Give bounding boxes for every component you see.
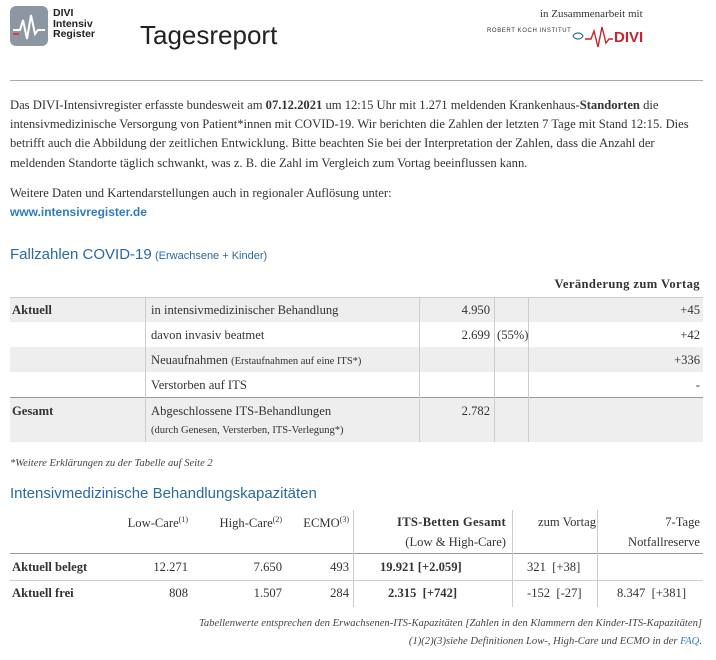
cases-col-line-1 (145, 297, 146, 442)
cases-footnote: *Weitere Erklärungen zu der Tabelle auf Seite 2 (10, 458, 213, 469)
logo-line-2: Intensiv (53, 17, 93, 30)
row-label-intensive: in intensivmedizinischer Behandlung (151, 303, 339, 317)
cases-subtitle: (Erwachsene + Kinder) (154, 250, 268, 262)
report-date: 07.12.2021 (265, 98, 323, 112)
cases-group-line (10, 397, 703, 398)
capacity-note-2-text: (1)(2)(3)siehe Definitionen Low-, High-Care und ECMO in der (408, 636, 681, 647)
cases-col-line-4 (528, 297, 529, 442)
row-free-label: Aktuell frei (12, 586, 74, 600)
free-reserve: 8.347 [+381] (617, 586, 687, 600)
capacity-col-line-2 (512, 510, 513, 607)
intro-text-a: Das DIVI-Intensivregister erfasste bundesweit am (10, 98, 266, 112)
admissions-label: Neuaufnahmen (151, 353, 228, 367)
more-data-text: Weitere Daten und Kartendarstellungen auch in regionaler Auflösung unter: (10, 186, 392, 200)
header-high-care-sup: (2) (272, 515, 282, 524)
logo-text (53, 8, 95, 40)
header-low-care (128, 515, 188, 531)
free-high: 1.507 (253, 586, 282, 600)
occupied-total: 19.921 [+2.059] (380, 560, 462, 574)
row-shade-5 (10, 398, 703, 442)
header-low-care-sup: (1) (178, 515, 188, 524)
change-ventilated: +42 (680, 328, 700, 342)
header-prev-day: zum Vortag (538, 515, 596, 529)
cases-top-line (10, 297, 703, 298)
intro-text-b: um 12:15 Uhr mit 1.271 meldenden Krankenhaus- (322, 98, 580, 112)
group-aktuell: Aktuell (12, 303, 52, 317)
change-deceased: - (695, 378, 700, 392)
free-total: 2.315 [+742] (388, 586, 458, 600)
capacity-col-line-1 (353, 510, 354, 607)
header-reserve-2: Notfallreserve (627, 535, 700, 549)
occupied-low: 12.271 (153, 560, 188, 574)
capacity-col-line-3 (597, 510, 598, 607)
pct-ventilated: (55%) (497, 328, 529, 342)
group-gesamt: Gesamt (12, 404, 54, 418)
change-intensive: +45 (680, 303, 700, 317)
logo-line-3: Register (53, 28, 96, 40)
rki-logo-icon (572, 29, 584, 45)
header-high-care (220, 515, 282, 531)
cases-col-line-3 (494, 297, 495, 442)
divi-logo-icon (10, 6, 48, 46)
row-label-completed: Abgeschlossene ITS-Behandlungen (151, 404, 332, 418)
header-low-care-text: Low-Care (127, 516, 179, 531)
cases-title: Fallzahlen COVID-19 (10, 246, 152, 263)
rki-logo-text: ROBERT KOCH INSTITUT (487, 28, 572, 34)
header-ecmo (303, 515, 349, 531)
header-total: ITS-Betten Gesamt (397, 515, 506, 529)
header-high-care-text: High-Care (219, 516, 273, 531)
intro-bold-standorten: Standorten (579, 98, 640, 112)
row-label-deceased: Verstorben auf ITS (151, 378, 247, 392)
value-completed: 2.782 (461, 404, 490, 418)
occupied-prev: 321 [+38] (527, 560, 581, 574)
header-ecmo-text: ECMO (303, 516, 340, 531)
row-label-admissions (151, 353, 361, 368)
header-divider (10, 80, 703, 81)
value-intensive: 4.950 (461, 303, 490, 317)
free-ecmo: 284 (330, 586, 349, 600)
header-total-sub: (Low & High-Care) (405, 535, 506, 549)
capacity-header-line (10, 553, 703, 554)
capacity-row-line (10, 580, 703, 581)
change-admissions: +336 (674, 353, 700, 367)
capacity-note-2 (409, 636, 702, 647)
value-ventilated: 2.699 (461, 328, 490, 342)
cases-section-title (10, 246, 267, 263)
change-header: Veränderung zum Vortag (554, 277, 700, 291)
admissions-sublabel: (Erstaufnahmen auf eine ITS*) (231, 356, 362, 367)
row-label-ventilated: davon invasiv beatmet (151, 328, 265, 342)
intro-paragraph (10, 96, 710, 173)
row-sublabel-completed: (durch Genesen, Versterben, ITS-Verlegung*) (151, 425, 344, 436)
row-occupied-label: Aktuell belegt (12, 560, 88, 574)
intensivregister-link[interactable]: www.intensivregister.de (10, 205, 147, 219)
header-reserve-1: 7-Tage (665, 515, 700, 529)
occupied-high: 7.650 (253, 560, 282, 574)
free-prev: -152 [-27] (527, 586, 582, 600)
row-shade-1 (10, 297, 703, 322)
intro-text-c: die intensivmedizinische Versorgung von Patient*innen mit COVID-19. Wir berichten die Zahlen der letzten 7 Tage mit Stand 12:15. Dies betrifft auch die Abbildung der zeitlichen Entwicklung. Bitte beachten Sie bei der Interpretation der Zahlen, dass die Anzahl der meldenden Standorte täglich schwankt, was z. B. die Zahl im Vergleich zum Vortag beeinflussen kann. (10, 98, 689, 170)
capacity-note-2-end: . (699, 636, 702, 647)
faq-link[interactable]: FAQ (680, 636, 700, 647)
free-low: 808 (169, 586, 188, 600)
occupied-ecmo: 493 (330, 560, 349, 574)
capacity-title: Intensivmedizinische Behandlungskapazitäten (10, 485, 317, 502)
header-ecmo-sup: (3) (339, 515, 349, 524)
divi-pulse-icon (585, 25, 613, 55)
divi-logo-text: DIVI (614, 29, 644, 46)
cases-col-line-2 (419, 297, 420, 442)
page-title: Tagesreport (140, 20, 278, 50)
partner-label: in Zusammenarbeit mit (540, 8, 643, 20)
capacity-note-1: Tabellenwerte entsprechen den Erwachsenen-ITS-Kapazitäten [Zahlen in den Klammern den Kinder-ITS-Kapazitäten] (198, 618, 702, 629)
logo-line-1: DIVI (53, 7, 74, 19)
